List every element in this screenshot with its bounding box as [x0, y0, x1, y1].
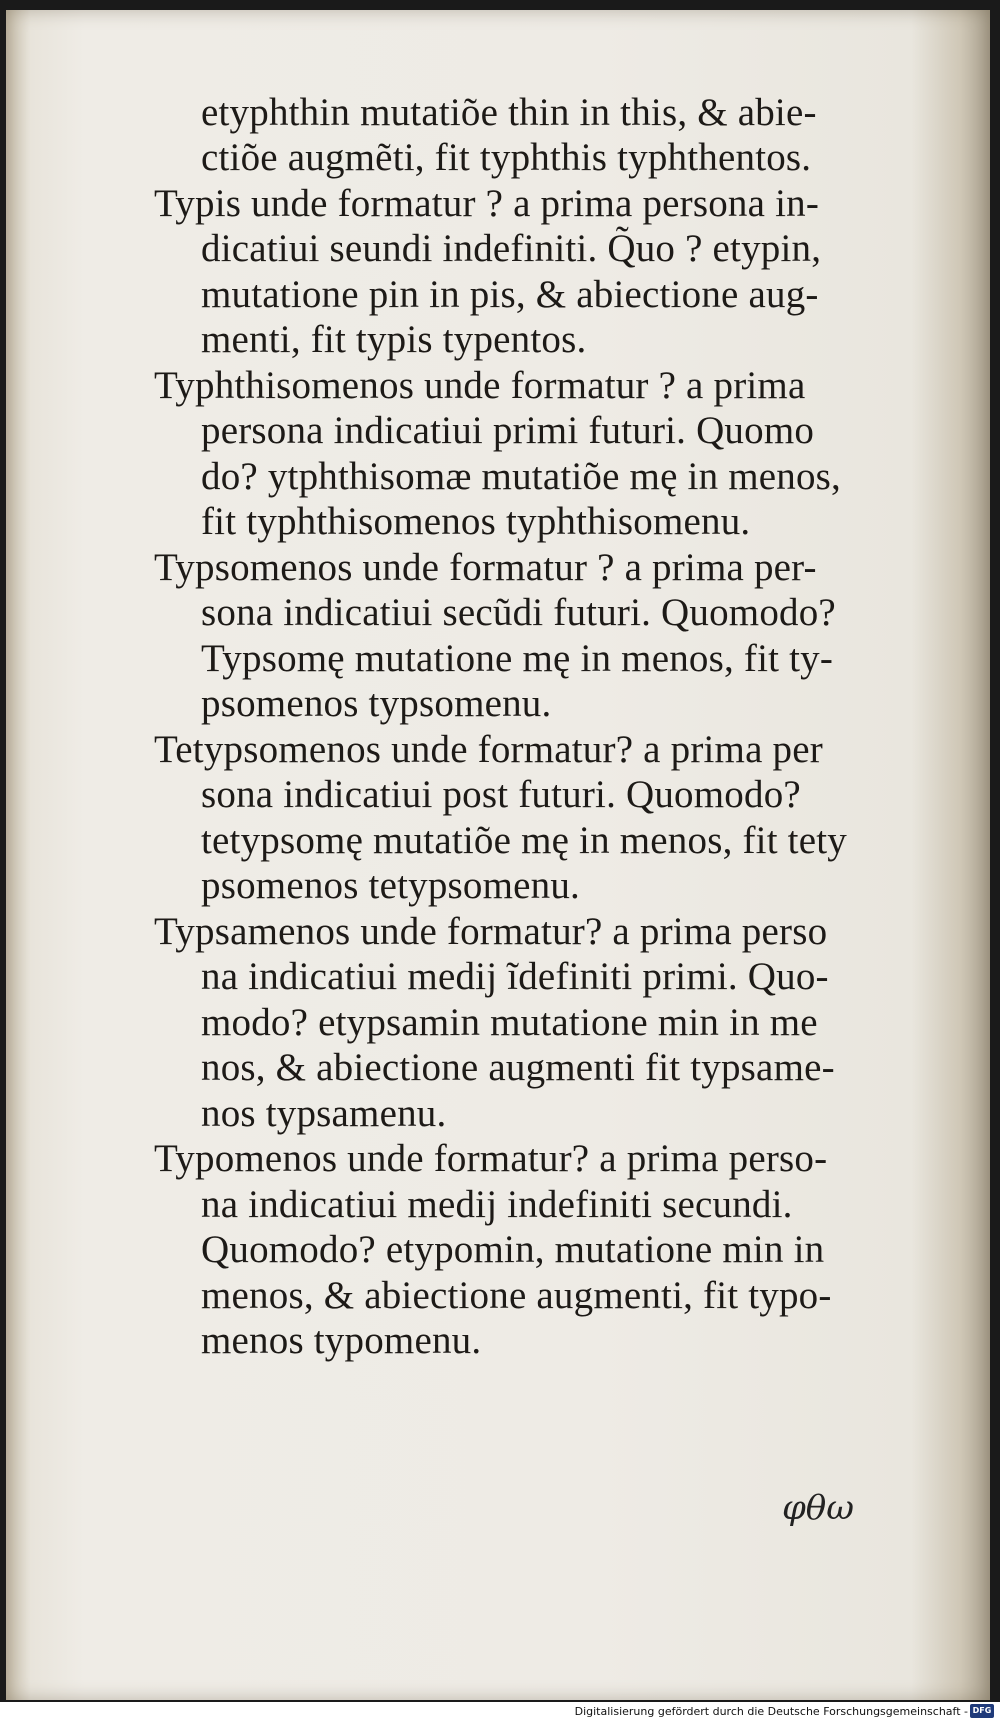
text-line: na indicatiui medij indefiniti secundi. [201, 1183, 793, 1226]
text-line: modo? etypsamin mutatione min in me [201, 1001, 818, 1044]
text-line: menti, fit typis typentos. [201, 318, 587, 361]
text-line: psomenos typsomenu. [201, 682, 552, 725]
text-line: Quomodo? etypomin, mutatione min in [201, 1228, 825, 1271]
text-line: Tetypsomenos unde formatur? a prima per [154, 728, 823, 771]
text-line: tetypsomę mutatiõe mę in menos, fit tety [201, 819, 847, 862]
text-line: Typhthisomenos unde formatur ? a prima [154, 364, 806, 407]
text-line: Typis unde formatur ? a prima persona in- [154, 182, 820, 225]
book-page [6, 10, 990, 1700]
text-line: do? ytphthisomæ mutatiõe mę in menos, [201, 455, 842, 498]
text-line: ctiõe augmẽti, fit typhthis typhthentos. [201, 136, 812, 179]
text-line: Typsamenos unde formatur? a prima perso [154, 910, 828, 953]
text-line: nos typsamenu. [201, 1092, 447, 1135]
text-line: nos, & abiectione augmenti fit typsame- [201, 1046, 835, 1089]
catchword: φθω [782, 1488, 855, 1528]
text-line: menos, & abiectione augmenti, fit typo- [201, 1274, 832, 1317]
text-line: sona indicatiui secũdi futuri. Quomodo? [201, 591, 836, 634]
text-line: Typomenos unde formatur? a prima perso- [154, 1137, 828, 1180]
text-line: etyphthin mutatiõe thin in this, & abie- [201, 91, 817, 134]
text-line: na indicatiui medij ĩdefiniti primi. Quo- [201, 955, 829, 998]
text-line: Typsomenos unde formatur ? a prima per- [154, 546, 817, 589]
text-line: dicatiui seundi indefiniti. Q̃uo ? etypin, [201, 227, 822, 270]
text-line: persona indicatiui primi futuri. Quomo [201, 409, 815, 452]
text-line: psomenos tetypsomenu. [201, 864, 581, 907]
digitization-credit: Digitalisierung gefördert durch die Deutsche Forschungsgemeinschaft - [574, 1705, 968, 1718]
text-line: Typsomę mutatione mę in menos, fit ty- [201, 637, 834, 680]
text-line: mutatione pin in pis, & abiectione aug- [201, 273, 819, 316]
dfg-logo-icon: DFG [970, 1704, 994, 1718]
text-line: sona indicatiui post futuri. Quomodo? [201, 773, 801, 816]
text-line: menos typomenu. [201, 1319, 482, 1362]
text-line: fit typhthisomenos typhthisomenu. [201, 500, 751, 543]
